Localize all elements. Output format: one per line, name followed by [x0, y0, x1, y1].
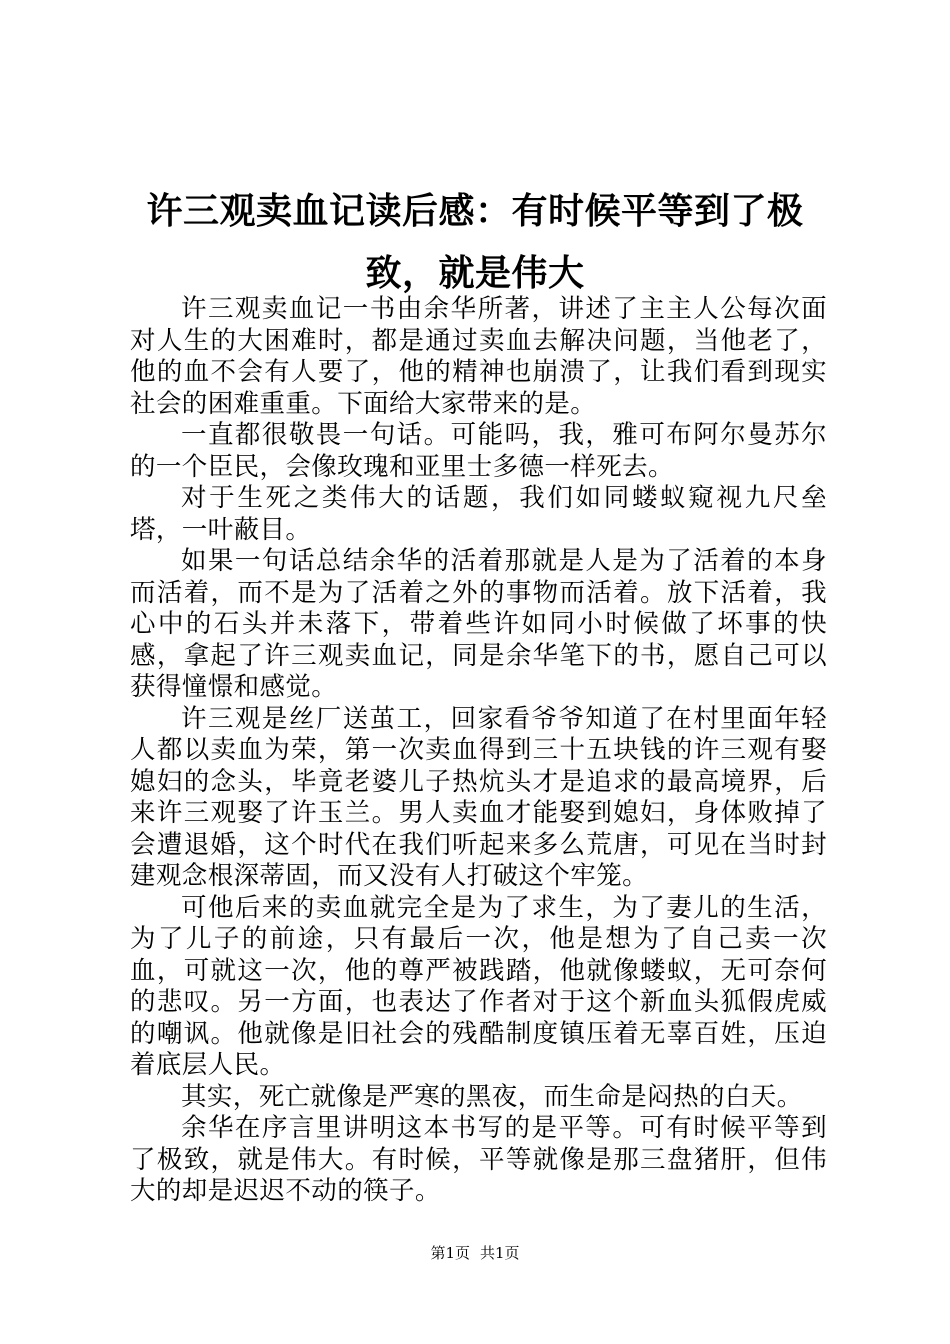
document-title: 许三观卖血记读后感：有时候平等到了极致，就是伟大	[146, 190, 804, 294]
document-body	[130, 294, 827, 1208]
paragraph: 许三观卖血记一书由余华所著，讲述了主主人公每次面对人生的大困难时，都是通过卖血去解决问题，当他老了，他的血不会有人要了，他的精神也崩溃了，让我们看到现实社会的困难重重。下面给大家带来的是。	[130, 294, 827, 419]
paragraph: 其实，死亡就像是严寒的黑夜，而生命是闷热的白天。	[181, 1081, 803, 1112]
page-footer	[0, 1243, 950, 1263]
page-number: 第1页	[430, 1244, 470, 1262]
paragraph: 一直都很敬畏一句话。可能吗，我，雅可布阿尔曼苏尔的一个臣民，会像玫瑰和亚里士多德一样死去。	[130, 420, 827, 482]
paragraph: 许三观是丝厂送茧工，回家看爷爷知道了在村里面年轻人都以卖血为荣，第一次卖血得到三十五块钱的许三观有娶媳妇的念头，毕竟老婆儿子热炕头才是追求的最高境界，后来许三观娶了许玉兰。男人卖血才能娶到媳妇，身体败掉了会遭退婚，这个时代在我们听起来多么荒唐，可见在当时封建观念根深蒂固，而又没有人打破这个牢笼。	[130, 703, 827, 891]
paragraph: 可他后来的卖血就完全是为了求生，为了妻儿的生活，为了儿子的前途，只有最后一次，他是想为了自己卖一次血，可就这一次，他的尊严被践踏，他就像蝼蚁，无可奈何的悲叹。另一方面，也表达了作者对于这个新血头狐假虎威的嘲讽。他就像是旧社会的残酷制度镇压着无辜百姓，压迫着底层人民。	[130, 892, 827, 1080]
paragraph: 对于生死之类伟大的话题，我们如同蝼蚁窥视九尺垒塔，一叶蔽目。	[130, 483, 827, 545]
paragraph: 余华在序言里讲明这本书写的是平等。可有时候平等到了极致，就是伟大。有时候，平等就像是那三盘猪肝，但伟大的却是迟迟不动的筷子。	[130, 1113, 827, 1206]
paragraph: 如果一句话总结余华的活着那就是人是为了活着的本身而活着，而不是为了活着之外的事物而活着。放下活着，我心中的石头并未落下，带着些许如同小时候做了坏事的快感，拿起了许三观卖血记，同是余华笔下的书，愿自己可以获得憧憬和感觉。	[130, 546, 827, 702]
page-total: 共1页	[480, 1244, 520, 1262]
